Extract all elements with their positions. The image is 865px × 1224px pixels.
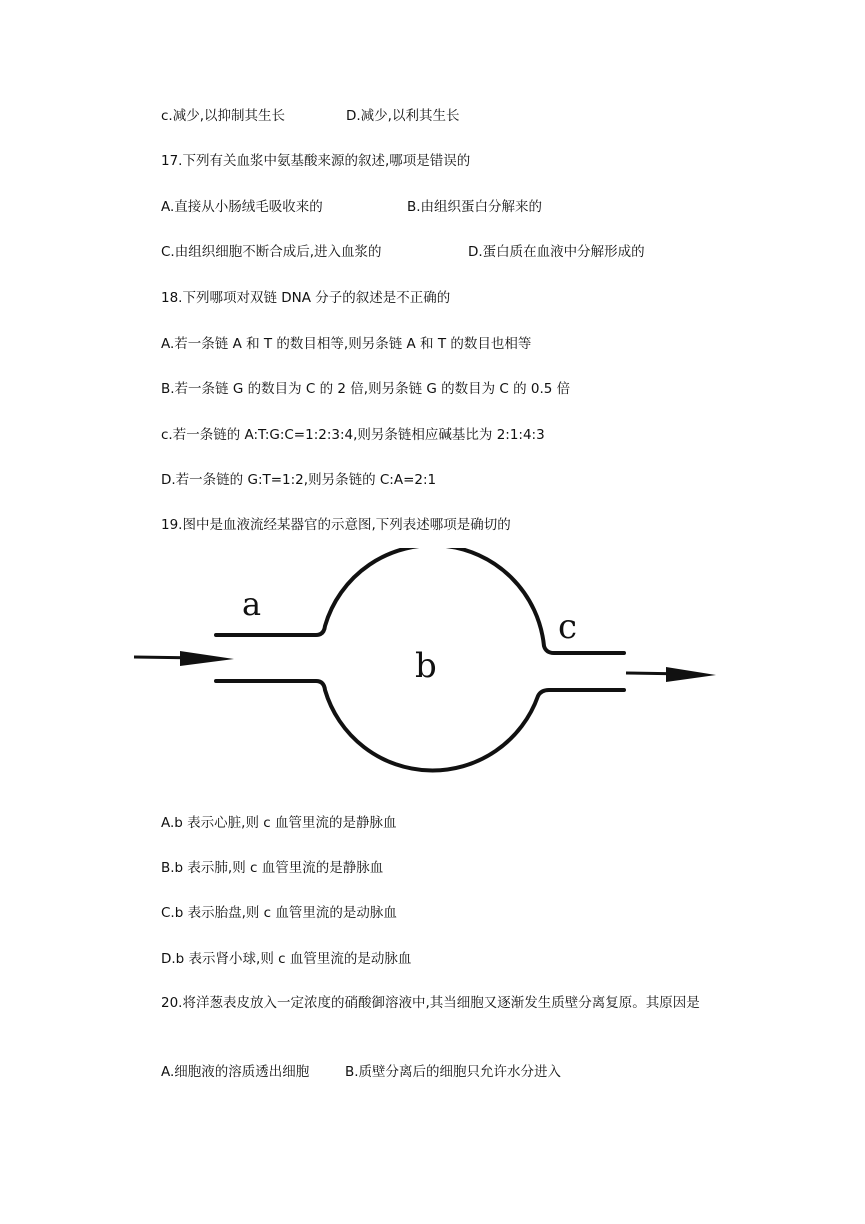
q16-option-d: D.减少,以利其生长 bbox=[346, 108, 460, 124]
q17-option-a: A.直接从小肠绒毛吸收来的 bbox=[161, 199, 323, 215]
inflow-arrow-icon bbox=[134, 651, 234, 666]
q19-option-b: B.b 表示肺,则 c 血管里流的是静脉血 bbox=[161, 860, 384, 876]
q18-option-d: D.若一条链的 G:T=1:2,则另条链的 C:A=2:1 bbox=[161, 472, 437, 488]
q16-option-c: c.减少,以抑制其生长 bbox=[161, 108, 286, 124]
q19-option-a: A.b 表示心脏,则 c 血管里流的是静脉血 bbox=[161, 815, 397, 831]
q20-stem-text: 20.将洋葱表皮放入一定浓度的硝酸御溶液中,其当细胞又逐渐发生质壁分离复原。其原因是 bbox=[161, 995, 700, 1011]
q19-stem: 19.图中是血液流经某器官的示意图,下列表述哪项是确切的 bbox=[161, 517, 511, 533]
q18-option-a: A.若一条链 A 和 T 的数目相等,则另条链 A 和 T 的数目也相等 bbox=[161, 336, 532, 352]
q20-stem bbox=[128, 992, 738, 1014]
q20-option-b: B.质壁分离后的细胞只允许水分进入 bbox=[345, 1064, 562, 1080]
q17-stem: 17.下列有关血浆中氨基酸来源的叙述,哪项是错误的 bbox=[161, 153, 471, 169]
q18-option-c: c.若一条链的 A:T:G:C=1:2:3:4,则另条链相应碱基比为 2:1:4:3 bbox=[161, 427, 545, 443]
q17-option-b: B.由组织蛋白分解来的 bbox=[407, 199, 543, 215]
label-c: c bbox=[558, 607, 578, 647]
blood-flow-diagram bbox=[128, 548, 728, 788]
q19-option-d: D.b 表示肾小球,则 c 血管里流的是动脉血 bbox=[161, 951, 412, 967]
q17-option-c: C.由组织细胞不断合成后,进入血浆的 bbox=[161, 244, 382, 260]
label-a: a bbox=[242, 585, 262, 623]
q18-option-b: B.若一条链 G 的数目为 C 的 2 倍,则另条链 G 的数目为 C 的 0.5 倍 bbox=[161, 381, 571, 397]
lower-vessel-wall bbox=[216, 681, 624, 770]
label-b: b bbox=[415, 646, 437, 686]
outflow-arrow-icon bbox=[626, 667, 716, 682]
q18-stem: 18.下列哪项对双链 DNA 分子的叙述是不正确的 bbox=[161, 290, 451, 306]
q19-option-c: C.b 表示胎盘,则 c 血管里流的是动脉血 bbox=[161, 905, 397, 921]
q20-option-a: A.细胞液的溶质透出细胞 bbox=[161, 1064, 310, 1080]
q17-option-d: D.蛋白质在血液中分解形成的 bbox=[468, 244, 645, 260]
